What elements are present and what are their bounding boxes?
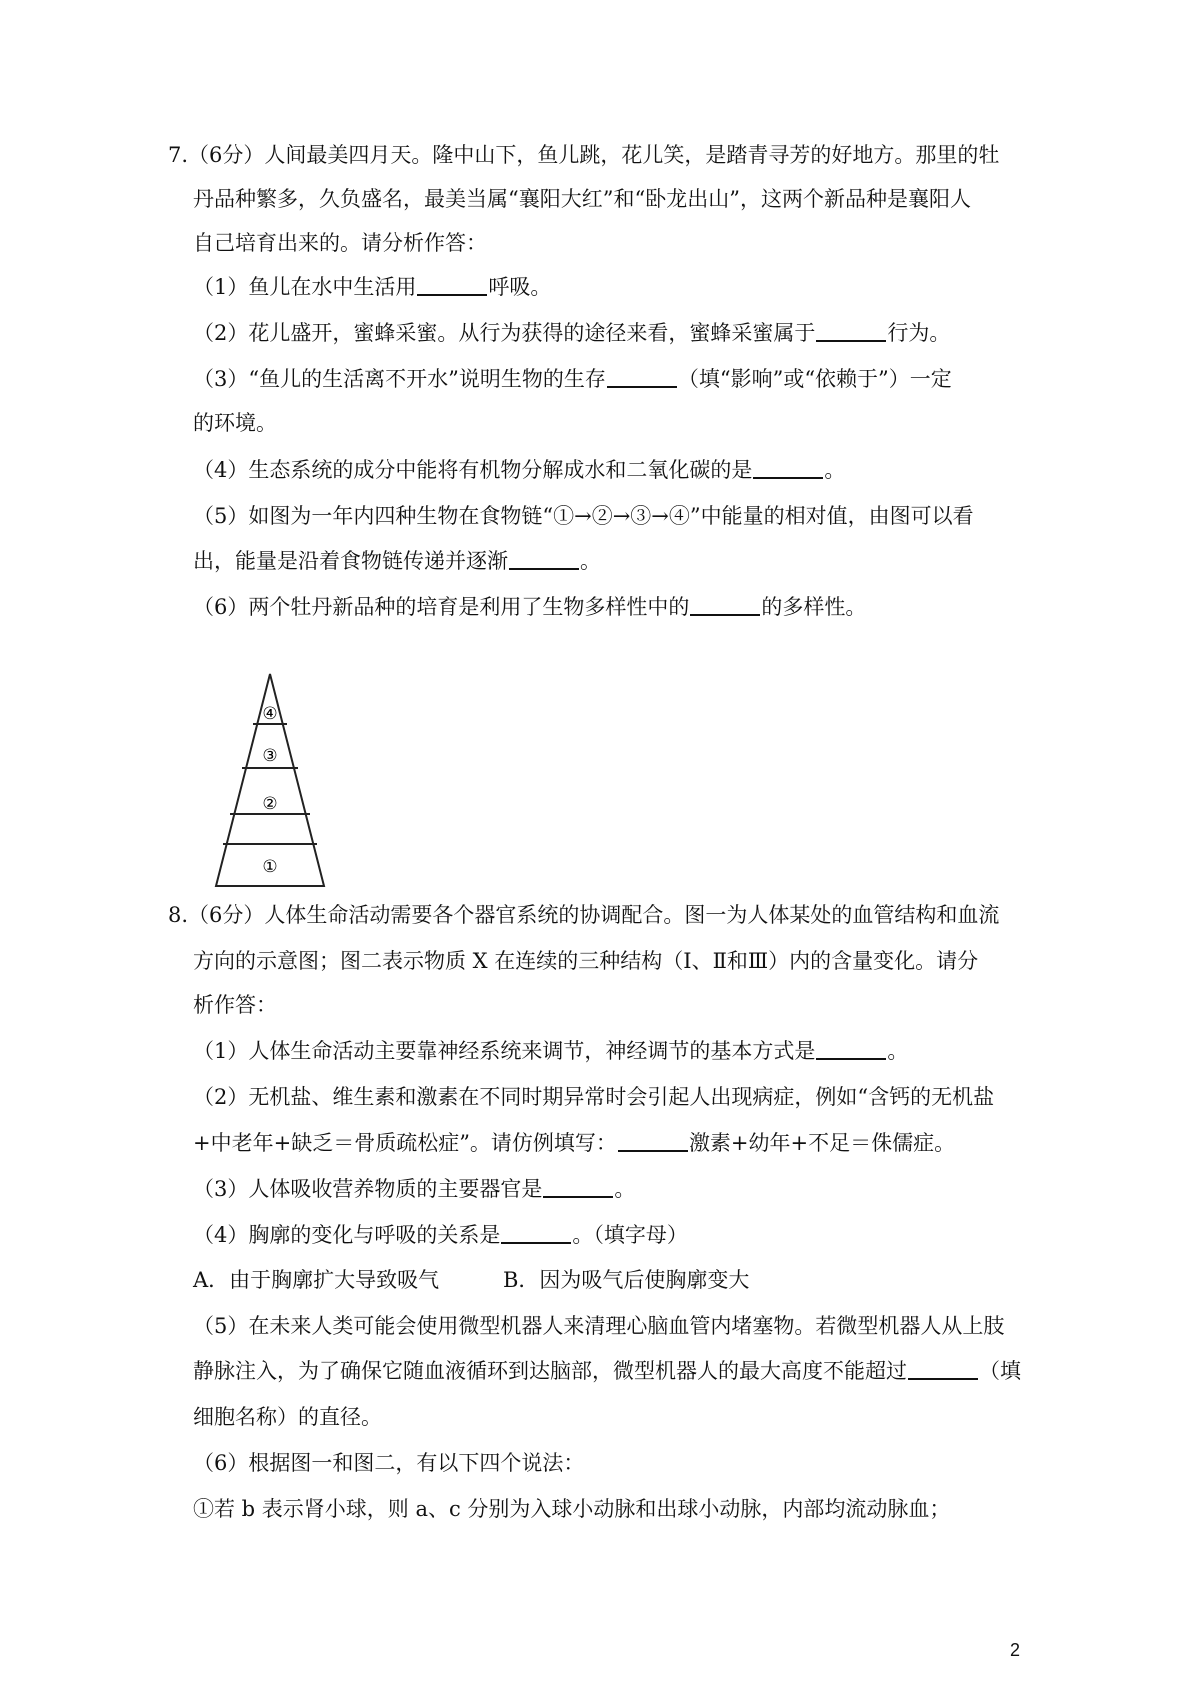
q7-sub4 <box>193 455 845 485</box>
q8-options <box>193 1265 749 1295</box>
q8-sub2-cont <box>193 1128 955 1158</box>
q7-sub5-text: 出，能量是沿着食物链传递并逐渐 <box>193 549 508 573</box>
q8-sub4 <box>193 1220 688 1250</box>
q8-sub2: （2）无机盐、维生素和激素在不同时期异常时会引起人出现病症，例如“含钙的无机盐 <box>193 1085 995 1109</box>
q7-sub1 <box>193 272 551 302</box>
q8-sub6-item1: ①若 b 表示肾小球，则 a、c 分别为入球小动脉和出球小动脉，内部均流动脉血； <box>193 1497 951 1521</box>
answer-blank[interactable] <box>618 1128 688 1152</box>
answer-blank[interactable] <box>690 592 760 616</box>
q8-sub5-cont <box>193 1356 1021 1386</box>
pyramid-level-2: ② <box>262 794 278 814</box>
q8-stem-line3: 析作答： <box>193 993 277 1017</box>
q8-option-a[interactable]: A．由于胸廓扩大导致吸气 <box>193 1268 440 1292</box>
answer-blank[interactable] <box>607 364 677 388</box>
q7-sub5: （5）如图为一年内四种生物在食物链“①→②→③→④”中能量的相对值，由图可以看 <box>193 504 974 528</box>
q8-sub3 <box>193 1174 635 1204</box>
q8-stem-line1: 8.（6分）人体生命活动需要各个器官系统的协调配合。图一为人体某处的血管结构和血流 <box>168 903 1000 927</box>
q8-sub5-text: 静脉注入，为了确保它随血液循环到达脑部，微型机器人的最大高度不能超过 <box>193 1359 907 1383</box>
pyramid-level-4: ④ <box>262 704 278 724</box>
q8-stem-line2: 方向的示意图；图二表示物质 X 在连续的三种结构（Ⅰ、Ⅱ和Ⅲ）内的含量变化。请分 <box>193 949 979 973</box>
energy-pyramid-figure <box>210 672 330 888</box>
q7-sub3-tail: （填“影响”或“依赖于”）一定 <box>677 367 952 391</box>
answer-blank[interactable] <box>753 455 823 479</box>
q8-sub3-tail: 。 <box>614 1177 636 1201</box>
q7-stem-line3: 自己培育出来的。请分析作答： <box>193 231 487 255</box>
answer-blank[interactable] <box>509 546 579 570</box>
q7-sub6-text: （6）两个牡丹新品种的培育是利用了生物多样性中的 <box>193 595 690 619</box>
q7-sub4-text: （4）生态系统的成分中能将有机物分解成水和二氧化碳的是 <box>193 458 753 482</box>
answer-blank[interactable] <box>501 1220 571 1244</box>
q7-sub6-tail: 的多样性。 <box>761 595 867 619</box>
q7-stem-line2: 丹品种繁多，久负盛名，最美当属“襄阳大红”和“卧龙出山”，这两个新品种是襄阳人 <box>193 187 971 211</box>
answer-blank[interactable] <box>816 1036 886 1060</box>
q7-sub5-cont <box>193 546 601 576</box>
q7-sub4-tail: 。 <box>824 458 846 482</box>
q7-sub2-tail: 行为。 <box>887 321 951 345</box>
q7-sub2-text: （2）花儿盛开，蜜蜂采蜜。从行为获得的途径来看，蜜蜂采蜜属于 <box>193 321 816 345</box>
q7-sub3-text: （3）“鱼儿的生活离不开水”说明生物的生存 <box>193 367 606 391</box>
q7-sub1-tail: 呼吸。 <box>488 275 552 299</box>
answer-blank[interactable] <box>417 272 487 296</box>
q8-sub4-tail: 。（填字母） <box>572 1223 688 1247</box>
q8-sub5-cont2: 细胞名称）的直径。 <box>193 1405 382 1429</box>
q8-sub3-text: （3）人体吸收营养物质的主要器官是 <box>193 1177 543 1201</box>
q8-sub5-tail: （填 <box>979 1359 1021 1383</box>
q7-sub5-tail: 。 <box>580 549 601 573</box>
answer-blank[interactable] <box>816 318 886 342</box>
q8-sub1-text: （1）人体生命活动主要靠神经系统来调节，神经调节的基本方式是 <box>193 1039 816 1063</box>
q8-sub6: （6）根据图一和图二，有以下四个说法： <box>193 1451 585 1475</box>
q8-sub5: （5）在未来人类可能会使用微型机器人来清理心脑血管内堵塞物。若微型机器人从上肢 <box>193 1314 1005 1338</box>
q8-sub1-tail: 。 <box>887 1039 909 1063</box>
q7-sub1-text: （1）鱼儿在水中生活用 <box>193 275 417 299</box>
q8-sub1 <box>193 1036 908 1066</box>
answer-blank[interactable] <box>908 1356 978 1380</box>
q8-option-b[interactable]: B．因为吸气后使胸廓变大 <box>503 1268 750 1292</box>
answer-blank[interactable] <box>543 1174 613 1198</box>
pyramid-level-1: ① <box>262 857 278 877</box>
page-number: 2 <box>1010 1640 1021 1660</box>
q7-sub3-cont: 的环境。 <box>193 411 277 435</box>
q7-sub6 <box>193 592 866 622</box>
q7-sub2 <box>193 318 950 348</box>
q8-sub2-tail: 激素+幼年+不足＝侏儒症。 <box>688 1131 956 1155</box>
q7-stem-line1: 7.（6分）人间最美四月天。隆中山下，鱼儿跳，花儿笑，是踏青寻芳的好地方。那里的牡 <box>168 143 1000 167</box>
q7-sub3 <box>193 364 952 394</box>
q8-sub4-text: （4）胸廓的变化与呼吸的关系是 <box>193 1223 501 1247</box>
q8-sub2-text: +中老年+缺乏＝骨质疏松症”。请仿例填写： <box>193 1131 617 1155</box>
pyramid-level-3: ③ <box>262 746 278 766</box>
